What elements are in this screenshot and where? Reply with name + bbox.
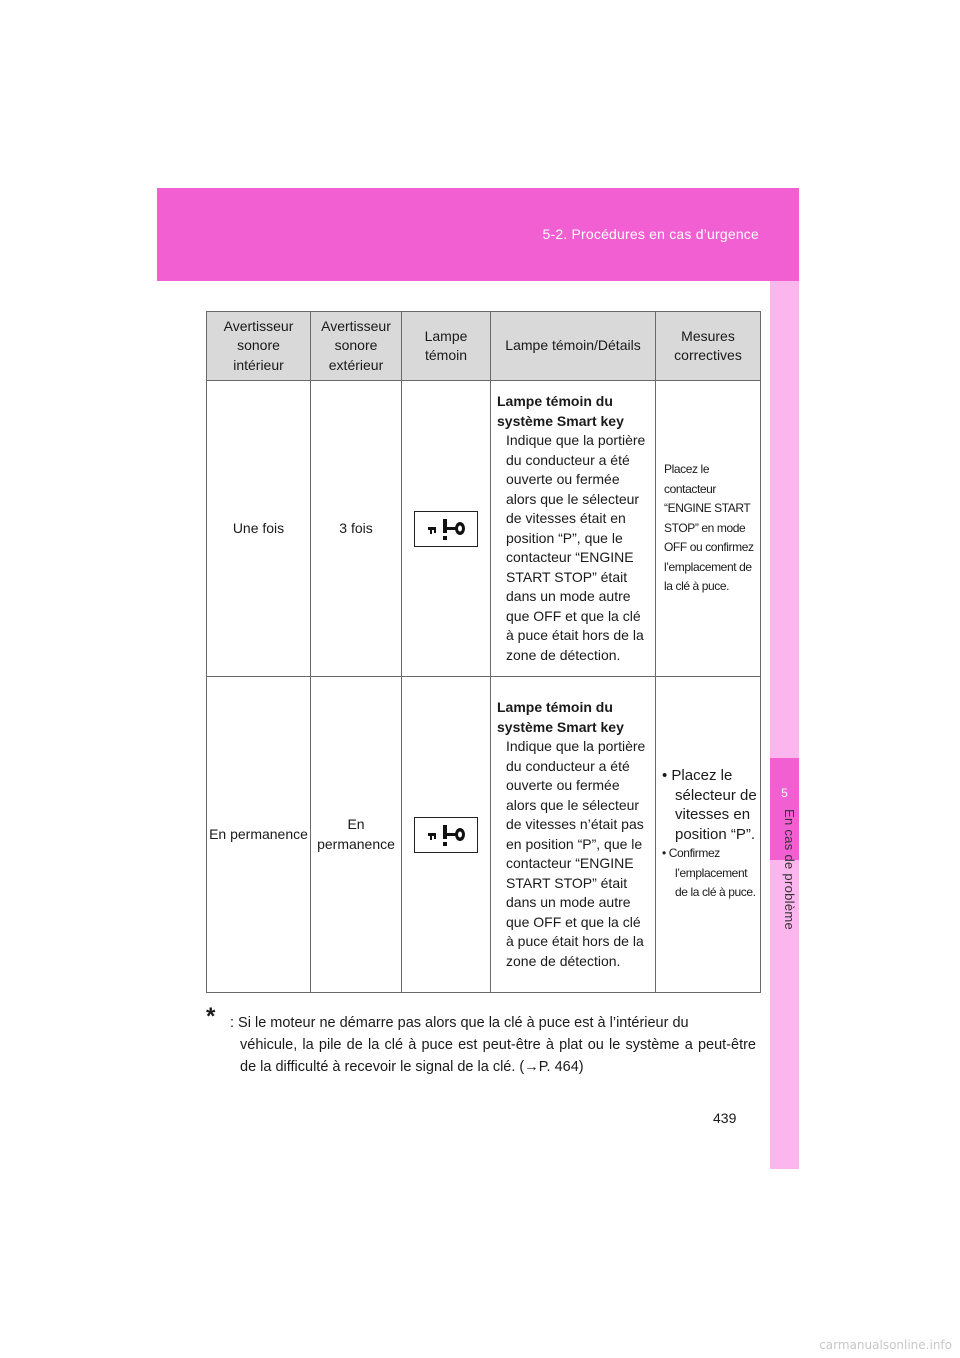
header-warning-lamp: Lampe témoin: [402, 312, 491, 381]
detail-title: Lampe témoin du système Smart key: [497, 393, 624, 429]
header-exterior-buzzer: Avertisseur sonore extérieur: [311, 312, 402, 381]
header-corrective-measures: Mesures correctives: [656, 312, 761, 381]
detail-body: Indique que la portière du conducteur a été ouverte ou fermée alors que le sélecteur de vitesses n’était pas en position “P”, que le contacteur “ENGINE START STOP” était dans un mode autre que OFF et que la clé à puce était hors de la zone de détection.: [506, 738, 646, 969]
warning-lamp-cell: [402, 381, 491, 677]
chapter-title: En cas de problème: [782, 809, 797, 931]
exterior-buzzer-cell: En permanence: [311, 677, 402, 993]
table-header-row: [207, 312, 761, 381]
smart-key-warning-icon: [414, 511, 478, 547]
warning-table: [206, 311, 761, 993]
footnote-text: [206, 1012, 756, 1078]
detail-body: Indique que la portière du conducteur a été ouverte ou fermée alors que le sélecteur de vitesses était en position “P”, que le contacteur “ENGINE START STOP” était dans un mode autre que OFF et que la clé à puce était hors de la zone de détection.: [506, 432, 646, 663]
exterior-buzzer-cell: 3 fois: [311, 381, 402, 677]
page-number: 439: [713, 1110, 737, 1126]
lamp-details-cell: [491, 381, 656, 677]
watermark: carmanualsonline.info: [819, 1338, 952, 1352]
interior-buzzer-cell: En permanence: [207, 677, 311, 993]
measure-item: • Placez le sélecteur de vitesses en position “P”.: [662, 767, 757, 843]
header-lamp-details: Lampe témoin/Détails: [491, 312, 656, 381]
table-row: [207, 677, 761, 993]
corrective-measure-cell: [656, 677, 761, 993]
lamp-details-cell: [491, 677, 656, 993]
table-row: [207, 381, 761, 677]
measure-item: • Confirmez l’emplacement de la clé à puce.: [662, 846, 756, 900]
header-band: [157, 188, 799, 281]
chapter-number: 5: [781, 786, 788, 800]
header-interior-buzzer: Avertisseur sonore intérieur: [207, 312, 311, 381]
detail-title: Lampe témoin du système Smart key: [497, 699, 624, 735]
footnote-line-2: véhicule, la pile de la clé à puce est peut-être à plat ou le système a peut-être de la difficulté à recevoir le signal de la clé. (→P. 464): [240, 1037, 756, 1075]
footnote: [206, 1003, 756, 1078]
interior-buzzer-cell: Une fois: [207, 381, 311, 677]
warning-lamp-cell: [402, 677, 491, 993]
corrective-measure-cell: Placez le contacteur “ENGINE START STOP” en mode OFF ou confirmez l’emplacement de la clé à puce.: [656, 381, 761, 677]
footnote-line-1: : Si le moteur ne démarre pas alors que la clé à puce est à l’intérieur du: [230, 1015, 689, 1031]
side-tab-strip: [770, 281, 799, 1169]
footnote-symbol: *: [206, 1003, 216, 1030]
section-title: 5-2. Procédures en cas d’urgence: [542, 226, 759, 242]
smart-key-warning-icon: [414, 817, 478, 853]
